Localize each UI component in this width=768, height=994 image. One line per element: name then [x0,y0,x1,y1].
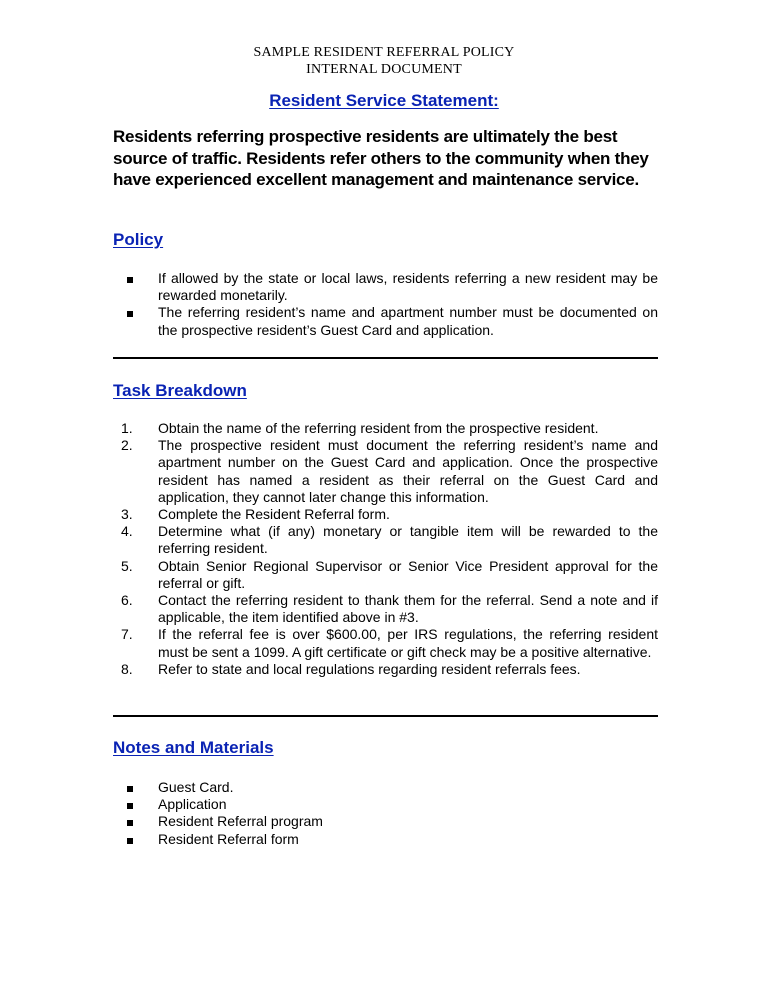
statement-body: Residents referring prospective residents are ultimately the best source of traffic. Residents refer others to the community when they have experienced excellent management and maintenance service. [113,127,649,189]
task-item-text: Obtain the name of the referring resident from the prospective resident. [158,420,599,436]
task-item-text: Refer to state and local regulations regarding resident referrals fees. [158,660,581,677]
list-item [113,270,658,304]
notes-heading: Notes and Materials [113,738,274,757]
bullet-icon [125,270,149,287]
bullet-icon [125,304,149,321]
list-item [113,420,658,437]
task-item-text: Obtain Senior Regional Supervisor or Senior Vice President approval for the referral or gift. [158,557,658,591]
list-item [113,813,658,830]
section-divider [113,357,658,359]
list-item [113,523,658,557]
list-number: 3. [121,506,133,523]
list-number: 1. [121,420,133,436]
statement-heading: Resident Service Statement: [269,91,499,110]
bullet-icon [125,813,149,830]
list-item [113,592,658,626]
task-item-text: Complete the Resident Referral form. [158,506,390,523]
task-item-text: The prospective resident must document the referring resident’s name and apartment number on the Guest Card and application. Once the prospective resident has named a resident as their referral on the Guest Card and application, they cannot later change this information. [158,437,658,505]
notes-list [113,779,658,848]
list-item [113,796,658,813]
task-item-text: Determine what (if any) monetary or tangible item will be rewarded to the referring resident. [158,523,658,557]
bullet-icon [125,831,149,848]
policy-heading: Policy [113,230,164,249]
list-item [113,558,658,592]
bullet-icon [125,779,149,796]
document-header-subtitle: INTERNAL DOCUMENT [306,62,462,77]
list-number: 6. [121,592,133,609]
list-item [113,437,658,506]
list-number: 7. [121,626,133,643]
list-number: 8. [121,660,133,677]
policy-item-text: If allowed by the state or local laws, residents referring a new resident may be rewarded monetarily. [158,270,658,304]
notes-item-text: Guest Card. [158,779,234,795]
list-number: 2. [121,437,133,454]
list-item [113,779,658,796]
task-item-text: If the referral fee is over $600.00, per IRS regulations, the referring resident must be sent a 1099. A gift certificate or gift check may be a positive alternative. [158,626,658,660]
policy-list [113,270,658,339]
document-header-title: SAMPLE RESIDENT REFERRAL POLICY [253,45,515,60]
list-item [113,304,658,338]
task-breakdown-heading: Task Breakdown [113,381,247,400]
notes-item-text: Resident Referral program [158,813,323,830]
task-breakdown-list [113,420,658,678]
list-number: 4. [121,523,133,540]
section-divider [113,715,658,717]
bullet-icon [125,796,149,813]
task-item-text: Contact the referring resident to thank them for the referral. Send a note and if applicable, the item identified above in #3. [158,592,658,626]
policy-item-text: The referring resident’s name and apartment number must be documented on the prospective resident’s Guest Card and application. [158,304,658,338]
notes-item-text: Application [158,796,227,813]
list-item [113,661,658,678]
list-item [113,831,658,848]
list-item [113,506,658,523]
list-item [113,626,658,660]
notes-item-text: Resident Referral form [158,830,299,847]
list-number: 5. [121,557,133,574]
